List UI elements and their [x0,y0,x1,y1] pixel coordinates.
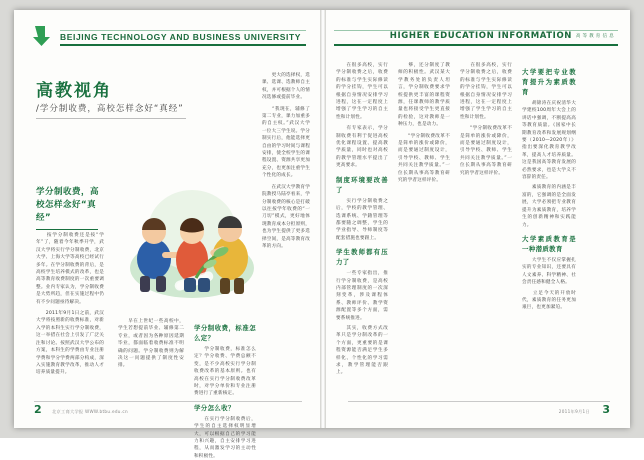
section-subtitle: /学分制收费，高校怎样念好“真经” [36,104,184,114]
right-column-2 [398,62,450,420]
subhead: 学分怎么收？ [194,403,235,412]
footer-note-right: 2011年9月1日 [558,409,590,414]
subhead: 学生教师都有压力了 [336,248,388,267]
page-number-right: 3 [602,403,610,416]
subhead: 大学要把专业教育提升为素质教育 [522,68,576,96]
right-column-1 [336,62,388,420]
page-number-left: 2 [34,403,42,416]
right-page [326,10,630,428]
footer-rule-left [34,401,302,402]
paragraph: “学分制收费改革不是简单的涨价或降价，而是要通过制度设计，引导学校、教师、学生共同关注教学质量。”一位长期从事高等教育研究的学者这样评价。 [398,133,450,184]
left-column-2b [194,318,256,460]
footer-note-left: 北京工商大学报 WWW.btbu.edu.cn [52,409,128,414]
illustration-students-and-teacher [118,160,268,310]
header-rule-thin [60,30,306,31]
paragraph: 实行学分制收费之后，学校的教学管理、选课系统、学籍管理等都要随之调整，学生的学业指导、导师制度等配套措施也要跟上。 [336,198,388,241]
paragraph: 够，还分制度了教师的积极性。武汉某大学教务处的负责人坦言，学分制收费要求学校提供更丰富的课程资源，任课教师的教学质量也将接受学生更直接的检验，这对教师是一种压力，也是动力。 [398,63,450,128]
left-page [14,10,320,459]
section-title: 高教视角 [36,81,112,101]
header-rule [60,44,306,46]
lead-rule [36,229,98,230]
right-column-3 [460,62,512,420]
header-right-title: HIGHER EDUCATION INFORMATION [389,31,572,41]
lead-headline: 学分制收费，高校怎样念好“真经” [36,187,100,223]
paragraph: 2011年9月1日之前，武汉大学将按照新的收费标准，对新入学的本科生实行学分制收费，这一举措在社会上引发了广泛关注和讨论。按照武汉大学公布的方案，本科生的学费由专业注册学费和学分学费两部分构成，深入实施教育教学改革，推动人才培养质量提升。 [36,311,104,376]
paragraph: 按学分制收费还是按“学年”了，随着今年秋季开学，武汉大学将实行学分制收费，北京大学、上海大学等高校已经试行多年。在学分制收费的背后，是高校学生培养模式的改革，也是高等教育收费制度的一次重要调整。业内专家认为，学分制收费是大势所趋，但在实施过程中仍有不少问题亟待解决。 [36,233,104,305]
university-name: BEIJING TECHNOLOGY AND BUSINESS UNIVERSITY [60,32,302,42]
paragraph: “我现在，辅修了第二专业，课力加重多的自主权。”武汉大学一位大三学生说。学分制实行后，他能选择更自由的学习时间与课程安排，使全校学生的课程设置、资源共享更加充分，也更加注重学生个性化的成长。 [262,106,310,179]
header-rule-right [334,44,618,46]
header-right-subtitle: 高 等 教 育 信 息 [575,34,614,39]
paragraph: 在武汉大学教育学院教授马陆亭看来，学分制收费的核心是打破以往按学年收费的“一刀切”模式，更好地体现教育成本分担原则，也为学生提供了更多选择空间，是高等教育改革的方向。 [262,184,310,249]
title-underline [36,118,186,119]
paragraph: 在实行学分制收费后，学生的自主选择权明显增大，可以根据自己的学习能力和兴趣，自主安排学习进程，从而激发学习的主动性和积极性。 [194,416,256,459]
paragraph: 在很多高校，实行学分制收费之后，收费的标准与学生实际修读的学分挂钩，学生可以根据自身情况安排学习进程，这在一定程度上增强了学生学习的自主性和计划性。 [336,63,388,120]
paragraph: 大学生不仅应掌握扎实的专业知识，还要具有人文素养、科学精神、社会责任感和健全人格。 [522,257,576,286]
university-logo-icon [32,24,56,48]
paragraph: 素质教育的内涵是丰富的，它强调的是全面发展，大学必须把专业教育提升为素质教育，培养学生的创新精神和实践能力。 [522,185,576,228]
paragraph: 有专家表示，学分制收费有利于促进高校优化课程设置、提高教学质量，同时也对高校的教学管理水平提出了更高要求。 [336,126,388,169]
lead-headline-block [36,186,102,230]
paragraph: “学分制收费改革不是简单的涨价或降价，而是要通过制度设计，引导学校、教师、学生共同关注教学质量。”一位长期从事高等教育研究的学者这样评价。 [460,126,512,176]
paragraph: 立足今天的开放时代，素质教育的任务更加艰巨，也更加紧迫。 [522,290,576,311]
paragraph: 学分制收费，标准怎么定？学分收费、学费总额不变，是不少高校实行学分制收费改革的基本原则。也有高校在实行学分制收费改革时，对学分单价和专业注册费进行了重新核定。 [194,347,256,397]
left-column-3 [262,72,310,420]
paragraph: 一些专家指出，推行学分制收费，是高校内部管理制度的一次深刻变革，涉及课程体系、教师评价、教学资源配置等多个方面，需要系统推进。 [336,271,388,321]
paragraph: 在很多高校，实行学分制收费之后，收费的标准与学生实际修读的学分挂钩，学生可以根据自身情况安排学习进程，这在一定程度上增强了学生学习的自主性和计划性。 [460,63,512,120]
left-column-2 [118,318,184,422]
header-rule-right-thin [334,30,618,31]
paragraph: 更大的选择权，选课、选课、选教师自主权，并可根据个人的情况选修或提前毕业。 [262,73,310,101]
footer-rule-right [348,401,610,402]
subhead: 制度环境要改善了 [336,175,388,194]
subhead: 学分制收费，标准怎么定？ [194,324,256,342]
right-column-4 [522,62,576,420]
subhead: 大学素质教育是一种潜质教育 [522,234,576,253]
paragraph: 其实，收费方式改革只是学分制改革的一个方面，更重要的是课程资源能否满足学生多样化、个性化的学习需求，教学管理能否跟上。 [336,325,388,376]
left-column-1 [36,232,104,420]
paragraph: 胡锦涛在庆祝清华大学建校100周年大会上的讲话中强调，不断提高高等教育质量。《国家中长期教育改革和发展规划纲要（2010—2020年）》指出要深化教育教学改革，提高人才培养质量。这是我国高等教育发展的必然要求，也是大学义不容辞的责任。 [522,101,576,181]
paragraph: 早在上世纪一些高校中，学生若想提前毕业、辅修第二专业，或者因为各种原因延期毕业，都面临着收费标准不明确的问题。学分制收费则为解决这一问题提供了制度性安排。 [118,319,184,369]
